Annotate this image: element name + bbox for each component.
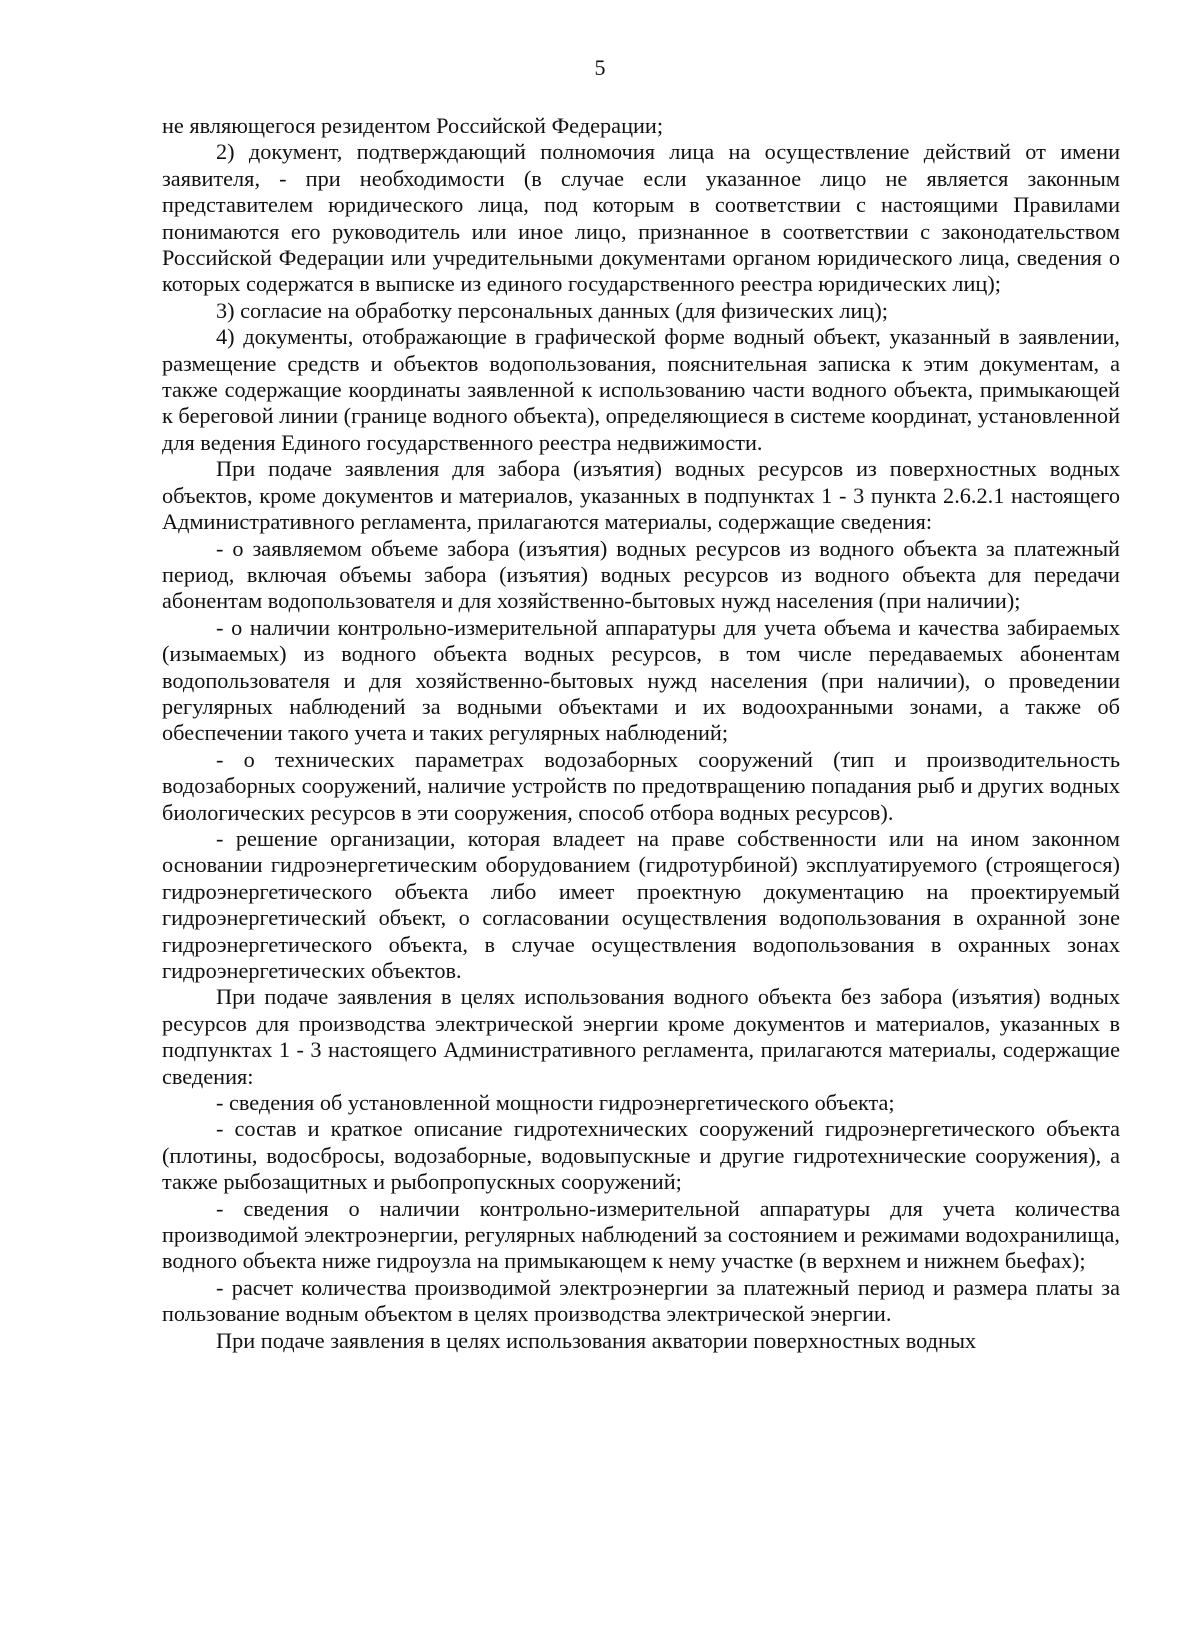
paragraph: - состав и краткое описание гидротехнических сооружений гидроэнергетического объекта (плотины, водосбросы, водозаборные, водовыпускные и другие гидротехнические сооружения), а также рыбозащитных и рыбопропускных сооружений; xyxy=(162,1116,1120,1195)
paragraph: При подаче заявления в целях использования водного объекта без забора (изъятия) водных ресурсов для производства электрической энергии кроме документов и материалов, указанных в подпунктах 1 - 3 настоящего Административного регламента, прилагаются материалы, содержащие сведения: xyxy=(162,984,1120,1089)
paragraph: - расчет количества производимой электроэнергии за платежный период и размера платы за пользование водным объектом в целях производства электрической энергии. xyxy=(162,1274,1120,1327)
paragraph: - сведения об установленной мощности гидроэнергетического объекта; xyxy=(216,1090,895,1116)
paragraph: - о технических параметрах водозаборных сооружений (тип и производительность водозаборных сооружений, наличие устройств по предотвращению попадания рыб и других водных биологических ресурсов в эти сооружения, способ отбора водных ресурсов). xyxy=(162,746,1120,825)
paragraph: 2) документ, подтверждающий полномочия лица на осуществление действий от имени заявителя, - при необходимости (в случае если указанное лицо не является законным представителем юридического лица, под которым в соответствии с настоящими Правилами понимаются его руководитель или иное лицо, признанное в соответствии с законодательством Российской Федерации или учредительными документами органом юридического лица, сведения о которых содержатся в выписке из единого государственного реестра юридических лиц); xyxy=(162,139,1120,297)
paragraph: - сведения о наличии контрольно-измерительной аппаратуры для учета количества производимой электроэнергии, регулярных наблюдений за состоянием и режимами водохранилища, водного объекта ниже гидроузла на примыкающем к нему участке (в верхнем и нижнем бьефах); xyxy=(162,1195,1120,1274)
paragraph: не являющегося резидентом Российской Федерации; xyxy=(162,113,664,138)
page-number: 5 xyxy=(594,55,606,80)
paragraph: При подаче заявления в целях использования акватории поверхностных водных xyxy=(216,1327,977,1353)
paragraph: - о заявляемом объеме забора (изъятия) водных ресурсов из водного объекта за платежный период, включая объемы забора (изъятия) водных ресурсов из водного объекта для передачи абонентам водопользователя и для хозяйственно-бытовых нужд населения (при наличии); xyxy=(162,535,1120,614)
paragraph: - о наличии контрольно-измерительной аппаратуры для учета объема и качества забираемых (изымаемых) из водного объекта водных ресурсов, в том числе передаваемых абонентам водопользователя и для хозяйственно-бытовых нужд населения (при наличии), о проведении регулярных наблюдений за водными объектами и их водоохранными зонами, а также об обеспечении такого учета и таких регулярных наблюдений; xyxy=(162,614,1120,746)
paragraph: 4) документы, отображающие в графической форме водный объект, указанный в заявлении, размещение средств и объектов водопользования, пояснительная записка к этим документам, а также содержащие координаты заявленной к использованию части водного объекта, примыкающей к береговой линии (границе водного объекта), определяющиеся в системе координат, установленной для ведения Единого государственного реестра недвижимости. xyxy=(162,324,1120,455)
paragraph: При подаче заявления для забора (изъятия) водных ресурсов из поверхностных водных объектов, кроме документов и материалов, указанных в подпунктах 1 - 3 пункта 2.6.2.1 настоящего Административного регламента, прилагаются материалы, содержащие сведения: xyxy=(162,456,1120,535)
document-body xyxy=(162,113,1120,1354)
paragraph: - решение организации, которая владеет на праве собственности или на ином законном основании гидроэнергетическим оборудованием (гидротурбиной) эксплуатируемого (строящегося) гидроэнергетического объекта либо имеет проектную документацию на проектируемый гидроэнергетический объект, о согласовании осуществления водопользования в охранной зоне гидроэнергетического объекта, в случае осуществления водопользования в охранных зонах гидроэнергетических объектов. xyxy=(162,825,1120,983)
paragraph: 3) согласие на обработку персональных данных (для физических лиц); xyxy=(216,297,888,323)
